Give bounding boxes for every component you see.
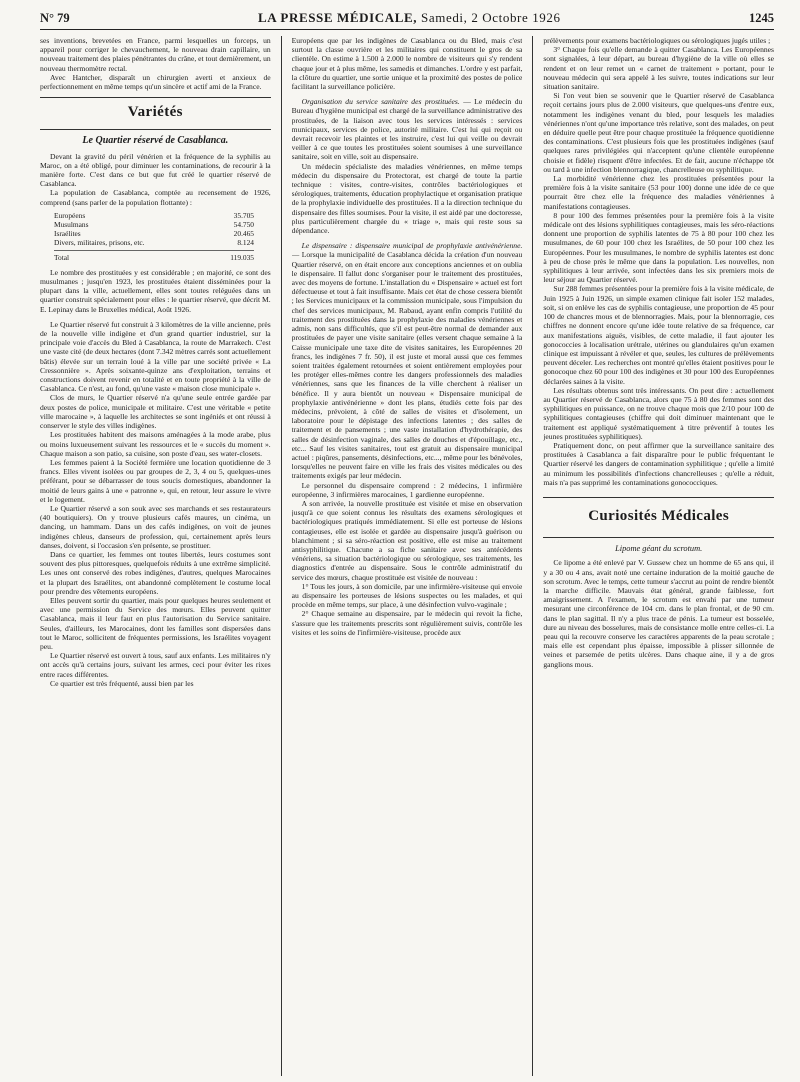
subheading: Le dispensaire : dispensaire municipal de prophylaxie antivénérienne. — [301, 241, 523, 251]
paragraph-text: — Lorsque la municipalité de Casablanca décida la création d'un nouveau Quartier réservé, on en était encore aux conceptions anciennes et on oublia le dispensaire. Il fallut donc s'organiser pour le traitement des prostituées, avec des moyens de fortune. L'installation du « Dispensaire » actuel est fort défectueuse et tout à fait insuffisante. Mais cet état de chose cessera bientôt ; les Services municipaux et la commission municipale, sous l'impulsion du chef des services municipaux, M. Rabaud, ayant enfin compris l'utilité du traitement des prostituées dans la prophylaxie des maladies vénériennes et admis, non sans difficultés, que s'il est peut-être normal de demander aux prostituées de payer une visite sanitaire (elles versent chaque semaine à la Caisse municipale une taxe dite de visites sanitaires, les Européennes 20 francs, les indigènes 7 fr. 50), il est juste et moral aussi que ces femmes soient traitées également retournées et soient entièrement employées pour les protéger elles-mêmes contre les dangers professionnels des maladies vénériennes, sans que les finances de la ville cherchent à réaliser un bénéfice. Il y aura bientôt un nouveau « Dispensaire municipal de prophylaxie antivénérienne » dont les plans, étudiés cette fois par des médecins, prévoient, à côté de salles de visites et d'isolement, un laboratoire pour le dépistage des infections latentes ; des salles de traitement et de pansements ; une vaste installation d'hydrothérapie, des salles de désinfection vaginale, des salles de douches et d'épouillage, etc., etc... Sauf les visites sanitaires, tout est gratuit au dispensaire municipal actuel : piqûres, pansements, désinfections, etc..., même pour les bénévoles, lorsqu'elles ne peuvent faire en ville les frais des visites médicales ou des traitements exigés par leur médecin. — [291, 250, 523, 481]
section-varietes — [40, 97, 271, 130]
table-total — [54, 250, 254, 262]
total-value: 119.035 — [230, 252, 254, 262]
row-value: 8.124 — [237, 237, 254, 247]
page-header — [40, 0, 774, 30]
paragraph: Les femmes paient à la Société fermière une location quotidienne de 3 francs. Elles vivent isolées ou par groupes de 2, 3, 4 ou 5, quelques-unes préférant, pour se débarrasser de tous soucis domestiques, abandonner la moitié de leurs gains à une « patronne », qui, en retour, leur assure le vivre et le logement. — [40, 457, 271, 504]
paragraph: Ce lipome a été enlevé par V. Gussew chez un homme de 65 ans qui, il y a 30 ou 4 ans, avait noté une certaine induration de la moitié gauche de son scrotum. Avec le temps, cette tumeur s'accrut au point de rendre bientôt la marche difficile. Mauvais état général, grande faiblesse, fort amaigrissement. A l'examen, le scrotum est envahi par une tumeur mesurant une circonférence de 104 cm. dans le plan frontal, et de 90 cm. dans le plan sagittal. Il n'y a plus trace de pénis. La tumeur est bosselée, dure au niveau des bosselures, mais de consistance molle entre celles-ci. La peau qui la recouvre conserve les caractères apparents de la peau scrotale ; mais elle est cependant plus épaisse, impossible à plisser sillonnée de veines et parsemée de petits ulcères. Dans chaque aine, il y a de gros ganglions mous. — [543, 558, 774, 669]
column-divider — [281, 36, 282, 1076]
paragraph: Le Quartier réservé fut construit à 3 kilomètres de la ville ancienne, près de la nouvelle ville indigène et d'un grand quartier industriel, sur la principale voie d'accès du Bled à Casablanca, la route de Marrakech. C'est une vaste cité (de deux hectares (dont 7.342 mètres carrés sont actuellement bâtis) élevée sur un terrain loué à la ville par une société privée « La Cressonnière ». Après soixante-quinze ans d'exploitation, terrains et constructions doivent revenir en totalité et en toute propriété à la ville de Casablanca. Ce n'est, au fond, qu'une vaste « maison close municipale ». — [40, 319, 271, 394]
paragraph: 2° Chaque semaine au dispensaire, par le médecin qui revoit la fiche, s'assure que les traitements prescrits sont régulièrement suivis, contrôle les visites et les soins de l'infirmière-visiteuse, procède aux — [291, 609, 523, 637]
paragraph: La population de Casablanca, comptée au recensement de 1926, comprend (sans parler de la population flottante) : — [40, 188, 271, 207]
row-label: Européens — [54, 210, 86, 220]
journal-masthead — [258, 10, 561, 26]
paragraph: Pratiquement donc, on peut affirmer que la surveillance sanitaire des prostituées à Casablanca a fait disparaître pour le public fréquentant le Quartier réservé les dangers de contamination syphilitique ; qu'elle a limité au minimum les possibilités d'infections chancrelleuses ; qu'elle a réduit, mais n'a pas supprimé les contaminations gonococciques. — [543, 440, 774, 487]
column-3 — [543, 36, 774, 1076]
subheading: Organisation du service sanitaire des prostituées. — [301, 97, 460, 107]
paragraph-text: — Le médecin du Bureau d'hygiène municipal est chargé de la surveillance administrative des prostituées, de la liaison avec tous les services intéressés : services municipaux, services de police, autorité militaire. C'est lui qui reçoit ou devrait recevoir les plaintes et les instruire, c'est lui qui veille ou devrait veiller à ce que toutes les prostituées soient soumises à une surveillance sanitaire, soit en ville, soit au dispensaire. — [291, 97, 523, 162]
row-label: Divers, militaires, prisons, etc. — [54, 237, 145, 247]
paragraph-organisation — [292, 97, 523, 161]
population-table — [54, 211, 271, 262]
paragraph: Elles peuvent sortir du quartier, mais pour quelques heures seulement et avec une permission du Service des mœurs. Elles peuvent quitter Casablanca, mais il leur faut en plus l'autorisation du Service sanitaire. Seules, d'ailleurs, les Marocaines, dont les familles sont dispersées dans tout le Maroc, sollicitent de fréquentes permissions, les Israélites voyagent peu. — [40, 595, 271, 651]
paragraph: Le Quartier réservé est ouvert à tous, sauf aux enfants. Les militaires n'y ont accès qu'à certains jours, suivant les armes, ceci pour éviter les rixes entre races différentes. — [40, 651, 271, 679]
row-value: 20.465 — [233, 228, 254, 238]
paragraph: Dans ce quartier, les femmes ont toutes libertés, leurs costumes sont souvent des plus pittoresques, quelquefois réduits à une extrême simplicité. Les unes ont conservé des robes indigènes, d'autres, quelques Marocaines et la plupart des Israélites, ont abandonné complètement le costume local pour prendre des vêtements européens. — [40, 549, 271, 596]
section-title: Variétés — [127, 104, 183, 121]
paragraph: Devant la gravité du péril vénérien et la fréquence de la syphilis au Maroc, on a été obligé, pour diminuer les contaminations, de recourir à la manière forte. C'est dans ce but que fut créé le quartier réservé de Casablanca. — [40, 151, 271, 189]
paragraph: Le personnel du dispensaire comprend : 2 médecins, 1 infirmière européenne, 3 infirmières marocaines, 1 gardienne européenne. — [291, 480, 523, 499]
section-title: Curiosités Médicales — [588, 507, 730, 524]
table-row — [54, 238, 254, 247]
issue-number: N° 79 — [40, 11, 70, 25]
paragraph: Si l'on veut bien se souvenir que le Quartier réservé de Casablanca reçoit certains jours plus de 2.000 visiteurs, que quelques-uns d'entre eux, notamment les indigènes venant du bled, pour lesquels les maladies vénériennes n'ont qu'une importance très relative, sont des malades, on peut en déduire quelle peut être pour chaque prostituée la fréquence quotidienne des contaminations. C'est plusieurs fois que les prostituées indigènes (sauf quelques rares privilégiées qui n'acceptent qu'une clientèle européenne choisie et fidèle) risquent d'être infectées. Et de fait, aucune n'échappe tôt ou tard à une infection blennorragique, chancrelleuse ou syphilitique. — [543, 91, 774, 174]
page-number: 1245 — [748, 11, 774, 25]
table-row — [54, 211, 254, 220]
row-value: 35.705 — [233, 210, 254, 220]
paragraph: Un médecin spécialiste des maladies vénériennes, en même temps médecin du dispensaire du Protectorat, est chargé de toute la partie technique : visites, contre-visites, contrôles bactériologiques et sérologiques, traitements, éducation prophylactique et organisation pratique de la prophylaxie individuelle des prostituées. Il a la direction technique du dispensaire des filles soumises. Pour la visite, il est aidé par une doctoresse, plus particulièrement chargée du « triage », mais qui reste sous sa dépendance. — [291, 161, 523, 236]
paragraph: 1° Tous les jours, à son domicile, par une infirmière-visiteuse qui envoie au dispensaire les porteuses de lésions suspectes ou les malades, et qui procède en même temps, sur place, à une désinfection vulvo-vaginale ; — [291, 581, 523, 610]
paragraph: Les résultats obtenus sont très intéressants. On peut dire : actuellement au Quartier réservé de Casablanca, alors que 75 à 80 des femmes sont des syphilitiques en puissance, on ne trouve chaque mois que 2/10 pour 100 de syphilitiques contagieuses (chiffre qui doit diminuer maintenant que le traitement est appliqué systématiquement à titre préventif à toutes les jeunes prostituées syphilitiques). — [543, 385, 774, 441]
paragraph: 3° Chaque fois qu'elle demande à quitter Casablanca. Les Européennes sont signalées, à leur départ, au bureau d'hygiène de la ville où elles se rendent et on leur remet un « carnet de traitement » portant, pour le nouveau médecin qui sera appelé à les suivre, toutes indications sur leur situation sanitaire. — [543, 45, 774, 92]
paragraph: prélèvements pour examens bactériologiques ou sérologiques jugés utiles ; — [543, 36, 771, 45]
paragraph: Les prostituées habitent des maisons aménagées à la mode arabe, plus ou moins luxueusement suivant les ressources et le « succès du moment ». Chaque maison a son patio, sa cuisine, son poste d'eau, ses water-closets. — [40, 430, 271, 458]
paragraph: Sur 288 femmes présentées pour la première fois à la visite médicale, de Juin 1925 à Juin 1926, un simple examen clinique fait isoler 152 malades, soit, si on enlève les cas de syphilis contagieuse, une proportion de 45 pour 100 de chancres mous et de blennorragies. Mais, pour la blennorragie, ces chiffres ne donnent encore qu'une idée toute relative de sa fréquence, car aux manifestations aiguës, visibles, de cette maladie, il faut ajouter les gonococcies à localisation urétrale, utérines ou glandulaires qu'un examen clinique est impuissant à révéler et que, seules, les cultures de prélèvements peuvent déceler. Les recherches ont montré qu'elles étaient positives pour le gonocoque chez 60 pour 100 des indigènes et 30 pour 100 des Européennes déclarées saines à la visite. — [543, 284, 774, 386]
column-2 — [292, 36, 523, 1076]
paragraph: La morbidité vénérienne chez les prostituées présentées pour la première fois à la visite sanitaire (53 pour 100) donne une idée de ce que pourrait être chez elle la fréquence des maladies vénériennes à manifestations contagieuses. — [543, 174, 774, 211]
paragraph: Le nombre des prostituées y est considérable ; en majorité, ce sont des musulmanes ; jusqu'en 1923, les prostituées étaient disséminées pour la plupart dans la ville, actuellement, elles sont toutes reléguées dans un quartier construit spécialement pour elles : le quartier réservé, que décrit M. E. Lepinay dans le Bruxelles médical, Août 1926. — [40, 267, 271, 314]
paragraph: A son arrivée, la nouvelle prostituée est visitée et mise en observation jusqu'à ce que soient connus les résultats des examens sérologiques et bactériologiques pratiqués immédiatement. Si elle est porteuse de lésions contagieuses, elle est isolée et gardée au dispensaire jusqu'à guérison ou blanchiment ; si sa séro-réaction est positive, elle est mise au traitement antisyphilitique. Chacune a sa fiche sanitaire avec ses antécédents vénériens, sa situation bactériologique ou sérologique, ses traitements, les diagnostics d'entrée au dispensaire. Sous le contrôle administratif du service des mœurs, chaque prostituée est visitée de nouveau : — [291, 498, 523, 582]
intro-paragraph: Avec Hantcher, disparaît un chirurgien averti et anxieux de perfectionnement en même temps qu'un sincère et actif ami de la France. — [40, 72, 271, 92]
intro-paragraph: ses inventions, brevetées en France, parmi lesquelles un forceps, un appareil pour corriger le chevauchement, le nouveau drain capillaire, un nouveau traitement des plaies pénétrantes du crâne, et tout dernièrement, un nouveau thermomètre rectal. — [40, 36, 271, 73]
paragraph: 8 pour 100 des femmes présentées pour la première fois à la visite médicale ont des lésions syphilitiques contagieuses, mais les séro-réactions donnent une proportion de syphilis latentes de 75 à 80 pour 100 chez les musulmanes, de 60 pour 100 chez les Israélites, de 50 pour 100 chez les Européennes. Pour les musulmanes, le nombre de syphilis latentes est donc à peu de chose près le même que dans la population. Les nouvelles, non syphilitiques à leur arrivée, sont infectées dans les six premiers mois de leur séjour au Quartier réservé. — [543, 210, 774, 285]
section-curiosites — [543, 497, 774, 538]
table-row — [54, 220, 254, 229]
row-label: Israélites — [54, 228, 81, 238]
total-label: Total — [54, 252, 70, 262]
column-divider — [532, 36, 533, 1076]
article-title: Le Quartier réservé de Casablanca. — [82, 135, 229, 147]
table-row — [54, 229, 254, 238]
paragraph: Le Quartier réservé a son souk avec ses marchands et ses restaurateurs (40 boutiquiers). On y trouve plusieurs cafés maures, un cinéma, un dancing, un hammam. Dans un des cafés indigènes, on voit de jeunes indigènes chleus, danseurs de profession, qui, certainement après leurs danses, doivent, si l'occasion s'en présente, se prostituer. — [40, 503, 271, 550]
paragraph: Ce quartier est très fréquenté, aussi bien par les — [50, 678, 194, 688]
paragraph: Clos de murs, le Quartier réservé n'a qu'une seule entrée gardée par deux postes de police, municipale et militaire. C'est une véritable « petite ville marocaine », à laquelle les architectes se sont ingéniés et ont réussi à conserver le style des villes indigènes. — [40, 393, 271, 431]
row-value: 54.750 — [233, 219, 254, 229]
columns — [40, 36, 774, 1076]
journal-name: LA PRESSE MÉDICALE, — [258, 10, 418, 25]
row-label: Musulmans — [54, 219, 89, 229]
article-subtitle: Lipome géant du scrotum. — [615, 544, 703, 554]
column-1 — [40, 36, 271, 1076]
paragraph: Européens que par les indigènes de Casablanca ou du Bled, mais c'est surtout la classe ouvrière et les militaires qui constituent le gros de sa clientèle. On estime à 1.500 à 2.000 le nombre de visiteurs qui s'y rendent chaque jour et à plus même, les samedis et dimanches. L'ordre y est parfait, la clôture du quartier, une sortie unique et la proximité des postes de police facilitant la surveillance policière. — [291, 36, 523, 92]
issue-date: Samedi, 2 Octobre 1926 — [421, 10, 561, 25]
paragraph-dispensaire — [292, 241, 523, 480]
